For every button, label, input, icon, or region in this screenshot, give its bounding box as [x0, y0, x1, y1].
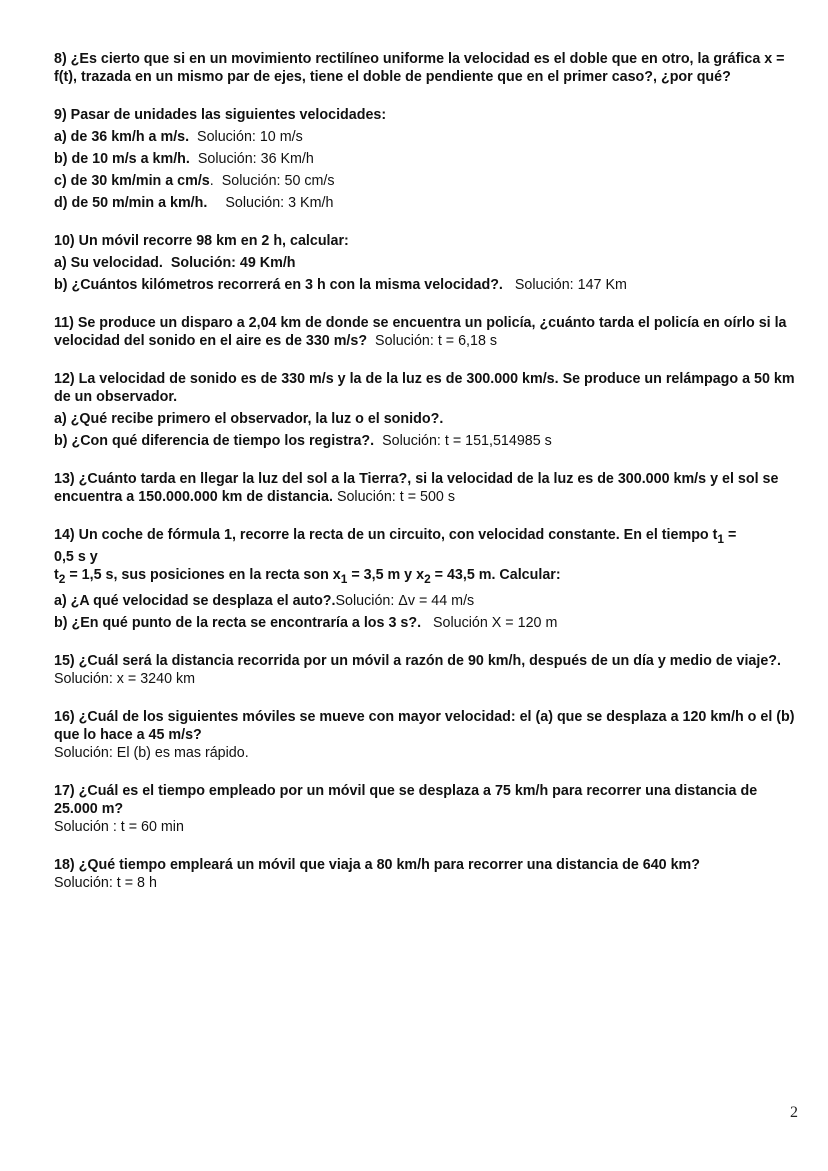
- solution-text: Solución: 10 m/s: [197, 129, 303, 145]
- document-page: [54, 50, 796, 892]
- question-13-text: 13) ¿Cuánto tarda en llegar la luz del sol a la Tierra?, si la velocidad de la luz es de 300.000 km/s y el sol se encuentra a 150.000.000 km de distancia.: [54, 471, 779, 505]
- question-15-text: 15) ¿Cuál será la distancia recorrida por un móvil a razón de 90 km/h, después de un día y medio de viaje?.: [54, 652, 781, 669]
- question-12-a: a) ¿Qué recibe primero el observador, la luz o el sonido?.: [54, 411, 444, 427]
- question-14-b: b) ¿En qué punto de la recta se encontraría a los 3 s?. Solución X = 120 m: [54, 614, 558, 631]
- solution-text: t = 500 s: [399, 489, 455, 505]
- question-8: [54, 50, 796, 86]
- solution-text: Solución: t = 8 h: [54, 874, 157, 891]
- question-10: [54, 232, 796, 294]
- question-9-item-b: b) de 10 m/s a km/h. Solución: 36 Km/h: [54, 151, 314, 167]
- solution-text: Solución: Δv = 44 m/s: [335, 592, 475, 609]
- question-10-a: a) Su velocidad. Solución: 49 Km/h: [54, 255, 296, 271]
- question-9-item-d: d) de 50 m/min a km/h. Solución: 3 Km/h: [54, 195, 334, 211]
- solution-text: Solución: 36 Km/h: [197, 151, 314, 167]
- question-17-text: 17) ¿Cuál es el tiempo empleado por un móvil que se desplaza a 75 km/h para recorrer una distancia de 25.000 m?: [54, 782, 758, 817]
- solution-text: Solución: 49 Km/h: [170, 255, 296, 271]
- question-13: [54, 470, 796, 506]
- solution-text: Solución: El (b) es mas rápido.: [54, 744, 249, 761]
- question-9: [54, 106, 796, 212]
- question-16-text: 16) ¿Cuál de los siguientes móviles se mueve con mayor velocidad: el (a) que se desplaza a 120 km/h o el (b) que lo hace a 45 m/s?: [54, 708, 795, 743]
- question-14: [54, 526, 796, 632]
- question-18-text: 18) ¿Qué tiempo empleará un móvil que viaja a 80 km/h para recorrer una distancia de 640 km?: [54, 856, 700, 873]
- question-9-item-c: c) de 30 km/min a cm/s. Solución: 50 cm/s: [54, 173, 335, 189]
- question-14-line-1: 14) Un coche de fórmula 1, recorre la recta de un circuito, con velocidad constante. En el tiempo $t_1$ =: [54, 527, 737, 546]
- question-11-text: 11) Se produce un disparo a 2,04 km de donde se encuentra un policía, ¿cuánto tarda el policía en oírlo si la velocidad del sonido en el aire es de 330 m/s?: [54, 315, 787, 349]
- question-10-title: 10) Un móvil recorre 98 km en 2 h, calcular:: [54, 233, 349, 249]
- solution-text: Solución: t = 6,18 s: [375, 333, 498, 349]
- page-number: 2: [790, 1104, 798, 1121]
- question-9-item-a: a) de 36 km/h a m/s. Solución: 10 m/s: [54, 129, 303, 145]
- question-12: [54, 370, 796, 450]
- question-18: [54, 856, 796, 892]
- solution-text: Solución X = 120 m: [432, 614, 558, 631]
- question-12-text: 12) La velocidad de sonido es de 330 m/s y la de la luz es de 300.000 km/s. Se produce un relámpago a 50 km de un observador.: [54, 371, 795, 405]
- question-14-line-3: $t_2 = 1,5$ s, sus posiciones en la recta son $x_1 = 3,5$ m y $x_2 = 43,5$ m. Calcular:: [54, 566, 561, 586]
- question-11: [54, 314, 796, 350]
- question-16: [54, 708, 796, 762]
- question-10-b: b) ¿Cuántos kilómetros recorrerá en 3 h con la misma velocidad?. Solución: 147 Km: [54, 277, 627, 293]
- question-9-title: 9) Pasar de unidades las siguientes velocidades:: [54, 107, 387, 123]
- question-14-line-2: 0,5 s y: [54, 548, 98, 565]
- question-8-text: 8) ¿Es cierto que si en un movimiento rectilíneo uniforme la velocidad es el doble que en otro, la gráfica x = f(t), trazada en un mismo par de ejes, tiene el doble de pendiente que en el primer caso?, ¿por qué?: [54, 51, 785, 85]
- solution-text: Solución: 3 Km/h: [225, 195, 334, 211]
- solution-text: Solución: 147 Km: [514, 277, 627, 293]
- question-15: [54, 652, 796, 688]
- question-14-a: a) ¿A qué velocidad se desplaza el auto?.Solución: Δv = 44 m/s: [54, 592, 475, 609]
- question-12-b: b) ¿Con qué diferencia de tiempo los registra?. Solución: t = 151,514985 s: [54, 433, 552, 449]
- solution-text: Solución : t = 60 min: [54, 818, 184, 835]
- solution-text: Solución: t = 151,514985 s: [382, 433, 552, 449]
- solution-text: Solución: 50 cm/s: [221, 173, 335, 189]
- solution-text: Solución: x = 3240 km: [54, 670, 196, 687]
- solution-label: Solución:: [336, 489, 396, 505]
- question-17: [54, 782, 796, 836]
